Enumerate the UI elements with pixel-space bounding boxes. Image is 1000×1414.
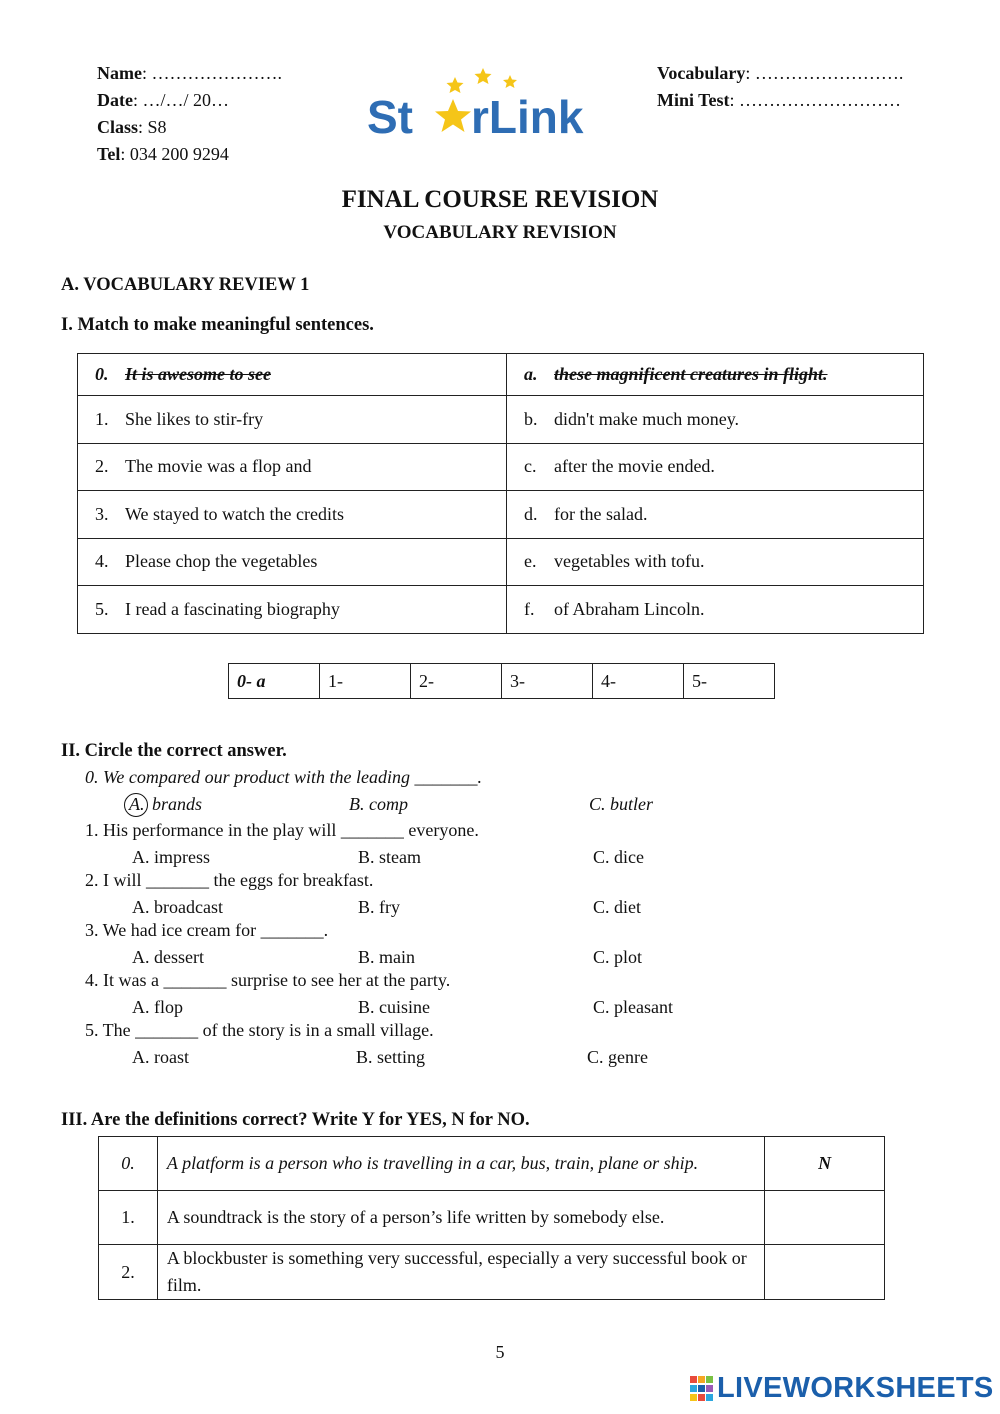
table-row: 0. A platform is a person who is travelling in a car, bus, train, plane or ship. N	[99, 1137, 885, 1191]
option-c[interactable]: C. pleasant	[593, 997, 673, 1017]
liveworksheets-logo-icon	[690, 1376, 714, 1402]
logo-text-start: St	[367, 91, 413, 140]
part-2-heading: II. Circle the correct answer.	[61, 741, 287, 761]
logo-text-end: rLink	[471, 91, 584, 140]
vocabulary-line: Vocabulary: …………………….	[657, 63, 904, 83]
option-b[interactable]: B. steam	[358, 847, 421, 867]
option-a: brands	[152, 794, 203, 814]
page-title: FINAL COURSE REVISION	[341, 186, 659, 213]
option-c[interactable]: C. dice	[593, 847, 644, 867]
name-line: Name: ………………….	[97, 63, 282, 83]
question-0: 0. We compared our product with the leading _______.	[85, 767, 482, 787]
name-field[interactable]: : ………………….	[141, 63, 282, 83]
option-a[interactable]: A. flop	[132, 997, 183, 1017]
page-number: 5	[495, 1342, 505, 1362]
definition-text: A blockbuster is something very successful, especially a very successful book or film.	[157, 1245, 764, 1300]
watermark-text: LIVEWORKSHEETS	[717, 1372, 994, 1404]
option-c: C. butler	[589, 794, 654, 814]
table-row: 1. A soundtrack is the story of a person’s life written by somebody else.	[99, 1191, 885, 1245]
mini-test-score-field[interactable]: : ………………………	[729, 90, 902, 110]
page-subtitle: VOCABULARY REVISION	[383, 222, 617, 243]
option-c[interactable]: C. plot	[593, 947, 643, 967]
option-c[interactable]: C. genre	[587, 1047, 648, 1067]
option-b[interactable]: B. main	[358, 947, 415, 967]
part-3-heading: III. Are the definitions correct? Write Y for YES, N for NO.	[61, 1110, 530, 1130]
left-cell: 3. We stayed to watch the credits	[78, 491, 507, 539]
example-right-cell: a. these magnificent creatures in flight.	[507, 354, 924, 396]
table-row	[78, 396, 924, 444]
option-b[interactable]: B. setting	[356, 1047, 426, 1067]
left-cell: 2. The movie was a flop and	[78, 443, 507, 491]
score-info	[657, 60, 903, 114]
question-4: 4. It was a _______ surprise to see her at the party.	[85, 970, 451, 990]
star-icon	[447, 77, 464, 93]
option-a[interactable]: A. broadcast	[132, 897, 223, 917]
logo-star-icon	[435, 99, 471, 132]
answer-example-cell: 0- a	[229, 664, 320, 699]
match-answer-grid	[228, 663, 775, 699]
section-a-heading: A. VOCABULARY REVIEW 1	[61, 275, 310, 295]
right-cell: f. of Abraham Lincoln.	[507, 586, 924, 634]
liveworksheets-watermark	[690, 1372, 994, 1405]
definition-text: A soundtrack is the story of a person’s life written by somebody else.	[157, 1191, 764, 1245]
option-c[interactable]: C. diet	[593, 897, 641, 917]
left-cell: 5. I read a fascinating biography	[78, 586, 507, 634]
option-b: B. comp	[349, 794, 408, 814]
date-line: Date: …/…/ 20…	[97, 90, 229, 110]
matching-table	[77, 353, 924, 634]
answer-cell-2[interactable]	[765, 1245, 885, 1300]
student-info	[97, 60, 282, 168]
table-row: 2. A blockbuster is something very successful, especially a very successful book or film.	[99, 1245, 885, 1300]
left-cell: 1. She likes to stir-fry	[78, 396, 507, 444]
answer-cell-1[interactable]	[765, 1191, 885, 1245]
date-field[interactable]: : …/…/ 20…	[132, 90, 229, 110]
star-icon	[475, 68, 492, 84]
question-1: 1. His performance in the play will _______ everyone.	[85, 820, 479, 840]
answer-cell-1[interactable]: 1-	[320, 664, 411, 699]
star-icon	[503, 75, 517, 88]
starlink-logo	[365, 65, 595, 140]
right-cell: e. vegetables with tofu.	[507, 538, 924, 586]
answer-cell-4[interactable]: 4-	[593, 664, 684, 699]
definition-text: A platform is a person who is travelling in a car, bus, train, plane or ship.	[157, 1137, 764, 1191]
answer-cell-example: N	[765, 1137, 885, 1191]
left-cell: 4. Please chop the vegetables	[78, 538, 507, 586]
table-row	[78, 354, 924, 396]
answer-cell-3[interactable]: 3-	[502, 664, 593, 699]
part-1-heading: I. Match to make meaningful sentences.	[61, 315, 374, 335]
example-left-cell: 0. It is awesome to see	[78, 354, 507, 396]
option-b[interactable]: B. fry	[358, 897, 400, 917]
definitions-table	[98, 1136, 885, 1300]
question-5: 5. The _______ of the story is in a small village.	[85, 1020, 434, 1040]
right-cell: c. after the movie ended.	[507, 443, 924, 491]
vocabulary-score-field[interactable]: : …………………….	[745, 63, 904, 83]
option-a[interactable]: A. impress	[132, 847, 210, 867]
class-line: Class: S8	[97, 117, 167, 137]
option-a[interactable]: A. roast	[132, 1047, 189, 1067]
question-3: 3. We had ice cream for _______.	[85, 920, 329, 940]
question-2: 2. I will _______ the eggs for breakfast.	[85, 870, 374, 890]
tel-line: Tel: 034 200 9294	[97, 144, 229, 164]
table-row	[78, 491, 924, 539]
option-a[interactable]: A. dessert	[132, 947, 204, 967]
table-row	[78, 586, 924, 634]
table-row	[78, 538, 924, 586]
answer-cell-5[interactable]: 5-	[684, 664, 775, 699]
mini-test-line: Mini Test: ………………………	[657, 90, 902, 110]
right-cell: d. for the salad.	[507, 491, 924, 539]
right-cell: b. didn't make much money.	[507, 396, 924, 444]
answer-cell-2[interactable]: 2-	[411, 664, 502, 699]
option-b[interactable]: B. cuisine	[358, 997, 430, 1017]
table-row	[78, 443, 924, 491]
option-a-letter: A.	[129, 794, 145, 814]
